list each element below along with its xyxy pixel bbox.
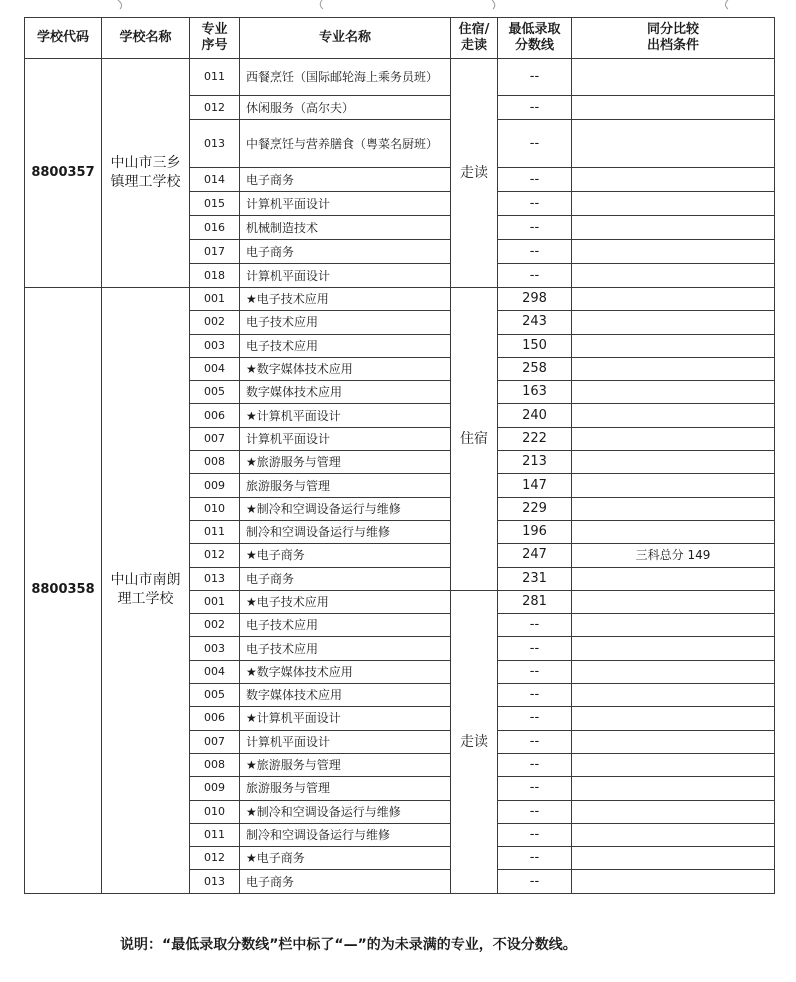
header-major-no: 专业序号 [190, 18, 240, 59]
boarding-cell: 住宿 [451, 288, 498, 591]
major-no-cell: 012 [190, 544, 240, 567]
major-no-cell: 011 [190, 59, 240, 96]
major-name-cell: 计算机平面设计 [240, 192, 451, 216]
min-score-cell: -- [498, 823, 572, 846]
major-no-cell: 013 [190, 870, 240, 893]
min-score-cell: 240 [498, 404, 572, 427]
school-code-cell: 8800357 [25, 59, 102, 288]
tie-break-cell [572, 168, 775, 192]
major-no-cell: 003 [190, 334, 240, 357]
min-score-cell: -- [498, 684, 572, 707]
major-name-cell: 制冷和空调设备运行与维修 [240, 520, 451, 543]
major-no-cell: 017 [190, 240, 240, 264]
major-name-cell: 休闲服务（高尔夫） [240, 96, 451, 120]
major-no-cell: 012 [190, 847, 240, 870]
major-name-cell: ★电子技术应用 [240, 590, 451, 613]
min-score-cell: -- [498, 730, 572, 753]
major-no-cell: 012 [190, 96, 240, 120]
school-name-cell: 中山市南朗理工学校 [102, 288, 190, 894]
tie-break-cell [572, 777, 775, 800]
tie-break-cell [572, 288, 775, 311]
min-score-cell: 243 [498, 311, 572, 334]
major-no-cell: 011 [190, 520, 240, 543]
tie-break-cell [572, 264, 775, 288]
major-no-cell: 013 [190, 120, 240, 168]
min-score-cell: 247 [498, 544, 572, 567]
header-min-score: 最低录取分数线 [498, 18, 572, 59]
min-score-cell: -- [498, 707, 572, 730]
tie-break-cell [572, 800, 775, 823]
header-major-name: 专业名称 [240, 18, 451, 59]
min-score-cell: -- [498, 800, 572, 823]
footnote: 说明：“最低录取分数线”栏中标了“—”的为未录满的专业，不设分数线。 [120, 937, 577, 953]
major-no-cell: 010 [190, 497, 240, 520]
major-name-cell: 数字媒体技术应用 [240, 381, 451, 404]
major-name-cell: 电子商务 [240, 240, 451, 264]
tie-break-cell [572, 451, 775, 474]
min-score-cell: -- [498, 870, 572, 893]
major-no-cell: 001 [190, 590, 240, 613]
tie-break-cell [572, 520, 775, 543]
major-name-cell: ★制冷和空调设备运行与维修 [240, 497, 451, 520]
header-tie-break: 同分比较出档条件 [572, 18, 775, 59]
major-no-cell: 013 [190, 567, 240, 590]
min-score-cell: 163 [498, 381, 572, 404]
major-name-cell: ★旅游服务与管理 [240, 753, 451, 776]
major-no-cell: 014 [190, 168, 240, 192]
tie-break-cell: 三科总分 149 [572, 544, 775, 567]
tie-break-cell [572, 59, 775, 96]
tie-break-cell [572, 311, 775, 334]
major-name-cell: 电子技术应用 [240, 637, 451, 660]
major-name-cell: ★电子技术应用 [240, 288, 451, 311]
min-score-cell: -- [498, 96, 572, 120]
min-score-cell: 231 [498, 567, 572, 590]
min-score-cell: -- [498, 168, 572, 192]
min-score-cell: -- [498, 216, 572, 240]
min-score-cell: 147 [498, 474, 572, 497]
major-no-cell: 005 [190, 381, 240, 404]
tie-break-cell [572, 334, 775, 357]
tie-break-cell [572, 753, 775, 776]
tie-break-cell [572, 120, 775, 168]
school-code-cell: 8800358 [25, 288, 102, 894]
major-name-cell: 电子技术应用 [240, 334, 451, 357]
tie-break-cell [572, 614, 775, 637]
major-no-cell: 007 [190, 730, 240, 753]
tie-break-cell [572, 474, 775, 497]
min-score-cell: -- [498, 120, 572, 168]
major-no-cell: 008 [190, 753, 240, 776]
major-no-cell: 008 [190, 451, 240, 474]
tie-break-cell [572, 240, 775, 264]
table-row [25, 59, 775, 96]
min-score-cell: 150 [498, 334, 572, 357]
boarding-cell: 走读 [451, 590, 498, 893]
major-no-cell: 004 [190, 660, 240, 683]
tie-break-cell [572, 427, 775, 450]
tie-break-cell [572, 192, 775, 216]
major-name-cell: 计算机平面设计 [240, 264, 451, 288]
min-score-cell: 258 [498, 357, 572, 380]
min-score-cell: -- [498, 777, 572, 800]
header-school-code: 学校代码 [25, 18, 102, 59]
major-no-cell: 011 [190, 823, 240, 846]
major-no-cell: 002 [190, 614, 240, 637]
tie-break-cell [572, 357, 775, 380]
major-name-cell: 数字媒体技术应用 [240, 684, 451, 707]
tie-break-cell [572, 590, 775, 613]
header-school-name: 学校名称 [102, 18, 190, 59]
min-score-cell: -- [498, 614, 572, 637]
tie-break-cell [572, 404, 775, 427]
table-header-row [25, 18, 775, 59]
major-name-cell: ★电子商务 [240, 847, 451, 870]
major-name-cell: ★电子商务 [240, 544, 451, 567]
major-name-cell: 计算机平面设计 [240, 730, 451, 753]
min-score-cell: -- [498, 660, 572, 683]
tie-break-cell [572, 660, 775, 683]
tie-break-cell [572, 707, 775, 730]
major-name-cell: ★制冷和空调设备运行与维修 [240, 800, 451, 823]
major-no-cell: 016 [190, 216, 240, 240]
major-name-cell: ★数字媒体技术应用 [240, 660, 451, 683]
table-row [25, 288, 775, 311]
major-no-cell: 001 [190, 288, 240, 311]
school-name-cell: 中山市三乡镇理工学校 [102, 59, 190, 288]
admission-score-table [24, 17, 775, 894]
min-score-cell: 229 [498, 497, 572, 520]
major-name-cell: ★计算机平面设计 [240, 404, 451, 427]
major-name-cell: 旅游服务与管理 [240, 777, 451, 800]
major-no-cell: 005 [190, 684, 240, 707]
major-no-cell: 003 [190, 637, 240, 660]
major-no-cell: 018 [190, 264, 240, 288]
min-score-cell: -- [498, 192, 572, 216]
tie-break-cell [572, 730, 775, 753]
major-name-cell: 机械制造技术 [240, 216, 451, 240]
min-score-cell: 281 [498, 590, 572, 613]
tie-break-cell [572, 637, 775, 660]
min-score-cell: 298 [498, 288, 572, 311]
major-name-cell: 电子技术应用 [240, 614, 451, 637]
tie-break-cell [572, 216, 775, 240]
tie-break-cell [572, 497, 775, 520]
min-score-cell: -- [498, 637, 572, 660]
min-score-cell: 196 [498, 520, 572, 543]
tie-break-cell [572, 870, 775, 893]
major-no-cell: 004 [190, 357, 240, 380]
tie-break-cell [572, 96, 775, 120]
min-score-cell: 213 [498, 451, 572, 474]
major-no-cell: 009 [190, 474, 240, 497]
tie-break-cell [572, 567, 775, 590]
min-score-cell: 222 [498, 427, 572, 450]
major-name-cell: ★旅游服务与管理 [240, 451, 451, 474]
major-name-cell: 电子商务 [240, 870, 451, 893]
major-name-cell: 制冷和空调设备运行与维修 [240, 823, 451, 846]
major-no-cell: 015 [190, 192, 240, 216]
major-no-cell: 002 [190, 311, 240, 334]
major-name-cell: ★数字媒体技术应用 [240, 357, 451, 380]
major-name-cell: 电子商务 [240, 567, 451, 590]
major-no-cell: 010 [190, 800, 240, 823]
major-no-cell: 009 [190, 777, 240, 800]
scan-edge-marks [0, 0, 796, 10]
tie-break-cell [572, 847, 775, 870]
min-score-cell: -- [498, 847, 572, 870]
header-boarding: 住宿/走读 [451, 18, 498, 59]
major-name-cell: 电子技术应用 [240, 311, 451, 334]
major-no-cell: 006 [190, 707, 240, 730]
min-score-cell: -- [498, 753, 572, 776]
min-score-cell: -- [498, 264, 572, 288]
major-name-cell: 旅游服务与管理 [240, 474, 451, 497]
tie-break-cell [572, 381, 775, 404]
major-no-cell: 006 [190, 404, 240, 427]
min-score-cell: -- [498, 240, 572, 264]
boarding-cell: 走读 [451, 59, 498, 288]
major-no-cell: 007 [190, 427, 240, 450]
major-name-cell: 西餐烹饪（国际邮轮海上乘务员班） [240, 59, 451, 96]
major-name-cell: 电子商务 [240, 168, 451, 192]
major-name-cell: ★计算机平面设计 [240, 707, 451, 730]
major-name-cell: 计算机平面设计 [240, 427, 451, 450]
major-name-cell: 中餐烹饪与营养膳食（粤菜名厨班） [240, 120, 451, 168]
min-score-cell: -- [498, 59, 572, 96]
tie-break-cell [572, 684, 775, 707]
tie-break-cell [572, 823, 775, 846]
